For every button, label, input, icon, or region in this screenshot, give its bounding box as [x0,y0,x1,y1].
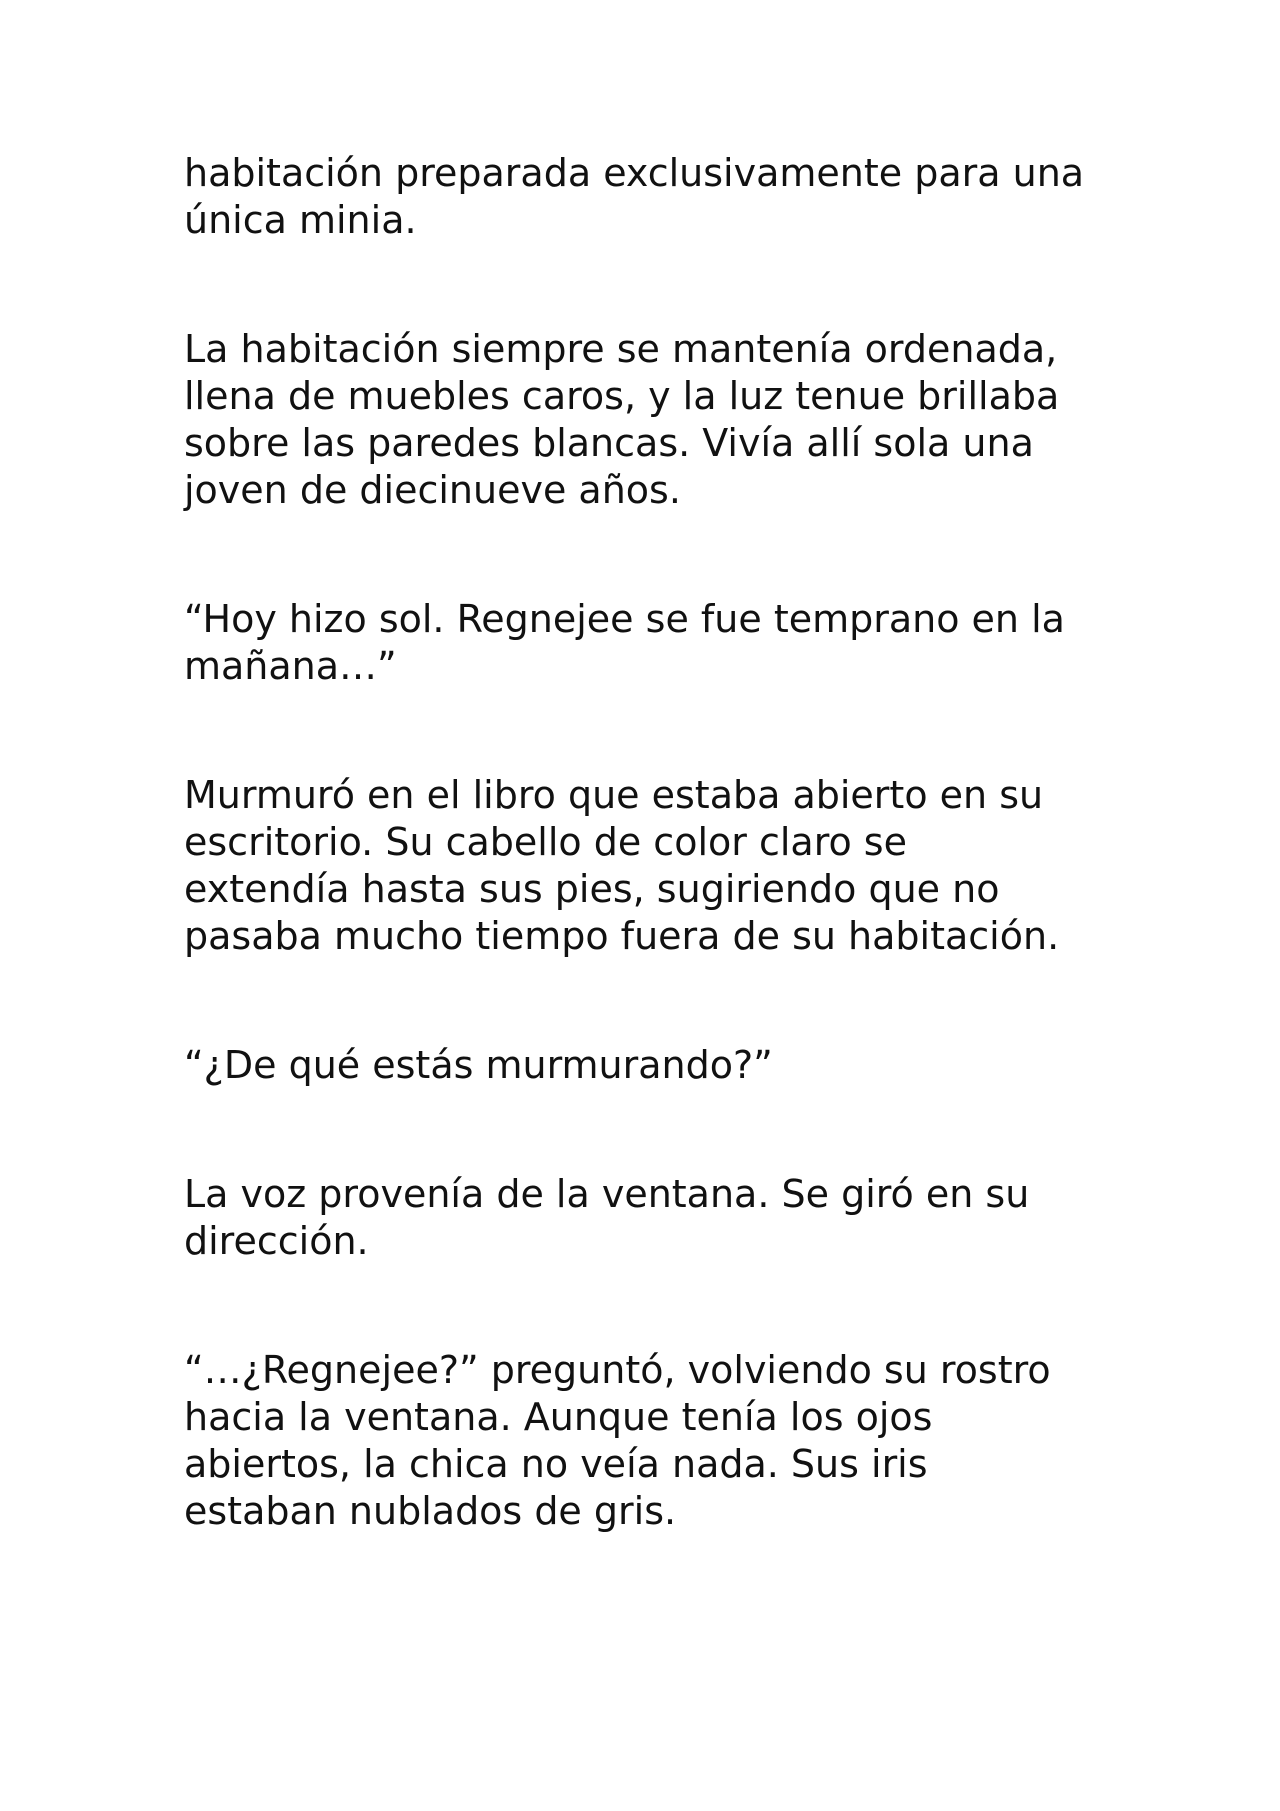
paragraph: Murmuró en el libro que estaba abierto en su escritorio. Su cabello de color claro se extendía hasta sus pies, sugiriendo que no pasaba mucho tiempo fuera de su habitación. [184,773,1060,958]
document-body [184,150,1114,1617]
paragraph: “Hoy hizo sol. Regnejee se fue temprano en la mañana…” [184,597,1065,688]
paragraph: habitación preparada exclusivamente para una única minia. [184,151,1085,242]
paragraph: “¿De qué estás murmurando?” [184,1043,773,1087]
paragraph: La habitación siempre se mantenía ordenada, llena de muebles caros, y la luz tenue brillaba sobre las paredes blancas. Vivía allí sola una joven de diecinueve años. [184,327,1060,512]
paragraph: “…¿Regnejee?” preguntó, volviendo su rostro hacia la ventana. Aunque tenía los ojos abiertos, la chica no veía nada. Sus iris estaban nublados de gris. [184,1348,1051,1533]
paragraph: La voz provenía de la ventana. Se giró en su dirección. [184,1172,1030,1263]
